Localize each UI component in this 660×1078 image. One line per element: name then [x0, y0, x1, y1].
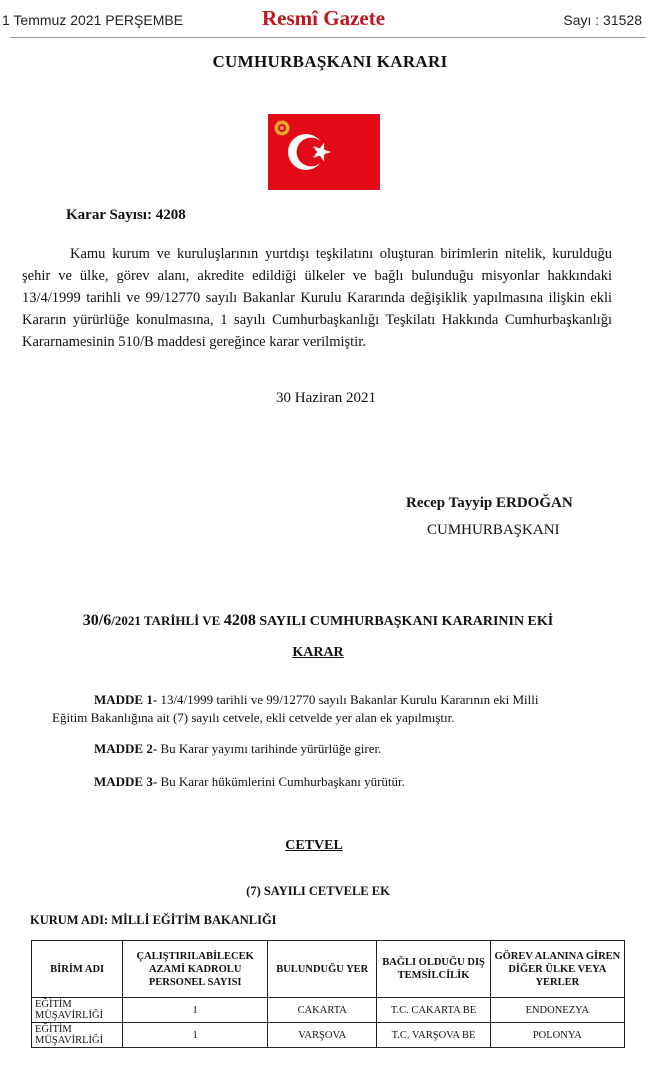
article-label: MADDE 3- [94, 774, 158, 789]
article-text: Bu Karar hükümlerini Cumhurbaşkanı yürütür. [157, 774, 405, 789]
table-cell: 1 [123, 998, 268, 1023]
article-label: MADDE 2- [94, 741, 158, 756]
column-header: ÇALIŞTIRILABİLECEK AZAMİ KADROLU PERSONEL SAYISI [123, 941, 268, 998]
column-header: BİRİM ADI [32, 941, 123, 998]
table-row [32, 1023, 625, 1048]
gazette-title: Resmî Gazete [262, 6, 386, 30]
table-cell: VARŞOVA [268, 1023, 377, 1048]
issue-date: 1 Temmuz 2021 PERŞEMBE [2, 12, 184, 28]
article-text: 13/4/1999 tarihli ve 99/12770 sayılı Bakanlar Kurulu Kararının eki Milli Eğitim Bakanlığına ait (7) sayılı cetvele, ekli cetvelde yer alan ek yapılmıştır. [52, 692, 539, 725]
signature-date: 30 Haziran 2021 [276, 390, 376, 406]
karar-heading: KARAR [292, 645, 344, 660]
article-label: MADDE 1- [94, 692, 158, 707]
table-cell: 1 [123, 1023, 268, 1048]
table-cell: T.C. VARŞOVA BE [377, 1023, 490, 1048]
table-cell: EĞİTİM MÜŞAVİRLİĞİ [32, 1023, 123, 1048]
article-1 [52, 691, 552, 727]
annex-year: /2021 TARİHLİ VE [111, 613, 221, 628]
cetvel-table [31, 940, 625, 1048]
preamble-paragraph: Kamu kurum ve kuruluşlarının yurtdışı teşkilatını oluşturan birimlerin nitelik, kurulduğu şehir ve ülke, görev alanı, akredite edildiği ülkeler ve bağlı bulunduğu misyonlar hakkındaki 13/4/1999 tarihli ve 99/12770 sayılı Bakanlar Kurulu Kararında değişiklik yapılmasına ilişkin ekli Kararın yürürlüğe konulmasına, 1 sayılı Cumhurbaşkanlığı Teşkilatı Hakkında Cumhurbaşkanlığı Kararnamesinin 510/B maddesi gereğince karar verilmiştir. [22, 246, 612, 350]
institution-name: KURUM ADI: MİLLİ EĞİTİM BAKANLIĞI [30, 913, 277, 927]
cetvel-subheading: (7) SAYILI CETVELE EK [246, 884, 390, 898]
annex-date: 30/6 [82, 612, 112, 629]
annex-number: 4208 [223, 612, 256, 629]
table-row [32, 998, 625, 1023]
table-cell: T.C. CAKARTA BE [377, 998, 490, 1023]
gazette-header [0, 0, 660, 40]
document-title: CUMHURBAŞKANI KARARI [212, 52, 448, 71]
table-cell: EĞİTİM MÜŞAVİRLİĞİ [32, 998, 123, 1023]
signer-name: Recep Tayyip ERDOĞAN [406, 495, 573, 511]
annex-title [0, 612, 636, 630]
signer-title: CUMHURBAŞKANI [427, 522, 560, 538]
table-cell: ENDONEZYA [490, 998, 624, 1023]
presidential-seal-icon [275, 121, 290, 136]
article-text: Bu Karar yayımı tarihinde yürürlüğe girer. [157, 741, 382, 756]
article-3 [52, 773, 552, 791]
table-cell: CAKARTA [268, 998, 377, 1023]
annex-rest: SAYILI CUMHURBAŞKANI KARARININ EKİ [259, 614, 554, 629]
turkish-flag-icon [268, 114, 380, 190]
article-2 [52, 740, 552, 758]
table-cell: POLONYA [490, 1023, 624, 1048]
column-header: BAĞLI OLDUĞU DIŞ TEMSİLCİLİK [377, 941, 490, 998]
column-header: BULUNDUĞU YER [268, 941, 377, 998]
column-header: GÖREV ALANINA GİREN DİĞER ÜLKE VEYA YERLER [490, 941, 624, 998]
decision-number: Karar Sayısı: 4208 [66, 207, 186, 223]
header-divider [10, 37, 646, 38]
table-header-row [32, 941, 625, 998]
issue-number: Sayı : 31528 [563, 12, 642, 28]
cetvel-heading: CETVEL [285, 838, 343, 853]
